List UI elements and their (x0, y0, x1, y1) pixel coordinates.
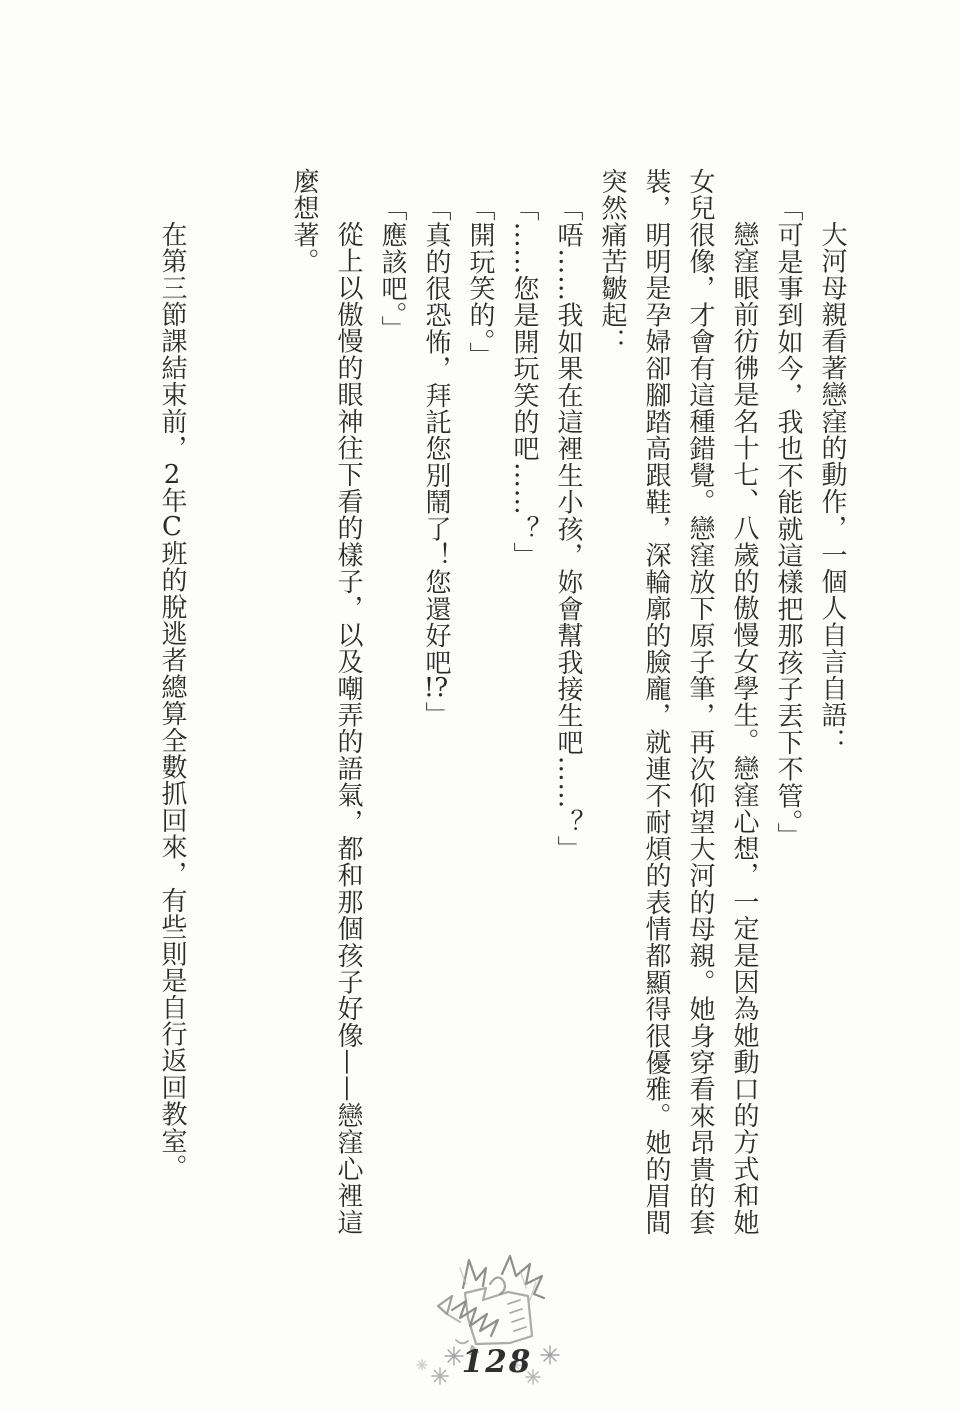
upright-char: C (162, 514, 182, 541)
paragraph: 「真的很恐怖，拜託您別鬧了！您還好吧!?」 (421, 194, 451, 728)
paragraph: 「……您是開玩笑的吧……？」 (509, 194, 539, 569)
paragraph: 從上以傲慢的眼神往下看的樣子，以及嘲弄的語氣，都和那個孩子好像——戀窪心裡這麼想著。 (289, 168, 363, 1236)
text-block (150, 168, 854, 1240)
paragraph: 「可是事到如今，我也不能就這樣把那孩子丟下不管。」 (773, 194, 803, 850)
upright-char: !? (423, 675, 449, 702)
paragraph: 「開玩笑的。」 (465, 194, 495, 369)
scribble-doodle-icon (438, 1256, 544, 1354)
paragraph: 在第三節課結束前，2年C班的脫逃者總算全數抓回來，有些則是自行返回教室。 (157, 221, 187, 1182)
paragraph: 「應該吧。」 (377, 194, 407, 342)
upright-char: 2 (163, 461, 181, 488)
paragraph: 大河母親看著戀窪的動作，一個人自言自語： (817, 221, 847, 756)
paragraph: 戀窪眼前彷彿是名十七、八歲的傲慢女學生。戀窪心想，一定是因為她動口的方式和她女兒很像，才會有這種錯覺。戀窪放下原子筆，再次仰望大河的母親。她身穿看來昂貴的套裝，明明是孕婦卻腳踏高跟鞋，深輪廓的臉龐，就連不耐煩的表情都顯得很優雅。她的眉間突然痛苦皺起： (597, 168, 759, 1236)
section-break (194, 168, 282, 169)
page-number: 128 (461, 1344, 533, 1380)
paragraph: 「唔……我如果在這裡生小孩，妳會幫我接生吧……？」 (553, 194, 583, 863)
